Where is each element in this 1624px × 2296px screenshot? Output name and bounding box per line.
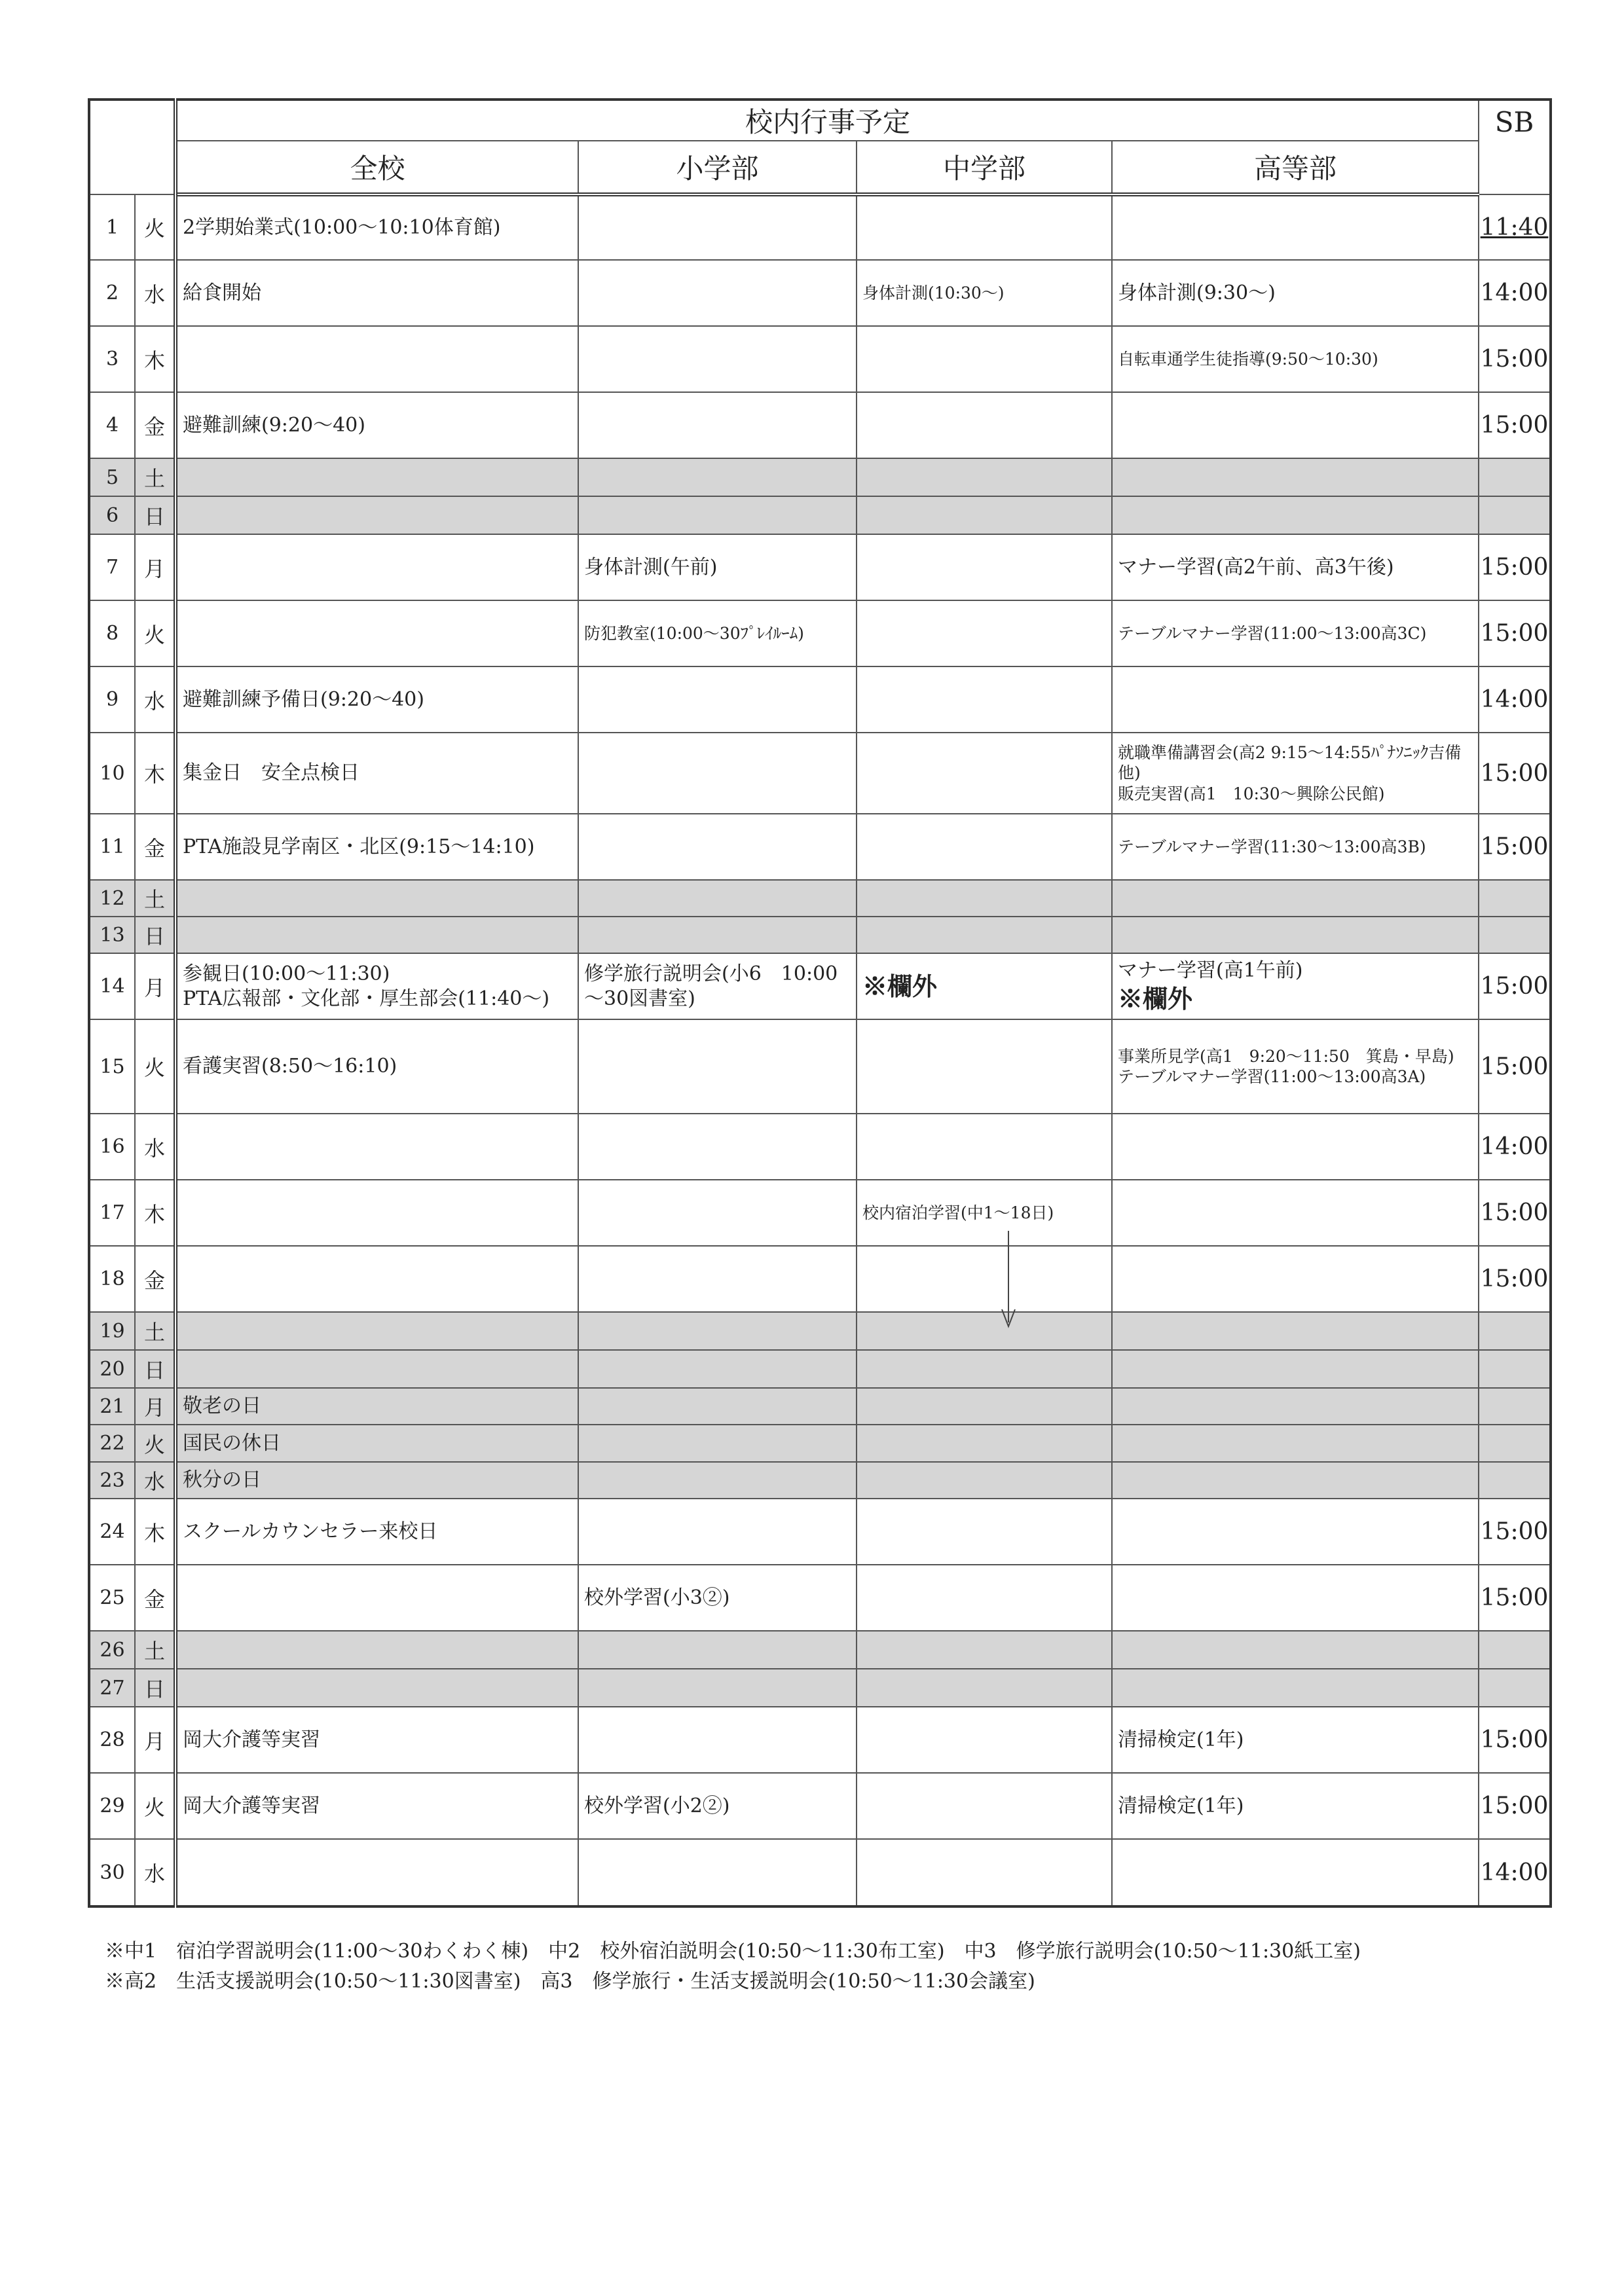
event-cell-all bbox=[175, 1839, 578, 1906]
event-cell-high-school bbox=[1112, 880, 1479, 917]
continuation-arrow-icon bbox=[1001, 1231, 1016, 1329]
sb-time: 15:00 bbox=[1479, 953, 1551, 1019]
event-text: 避難訓練予備日(9:20～40) bbox=[183, 687, 424, 711]
sb-time: 14:00 bbox=[1479, 1839, 1551, 1906]
event-cell-junior-high bbox=[857, 1312, 1112, 1350]
table-row bbox=[89, 1462, 1551, 1499]
event-cell-elementary bbox=[578, 1019, 857, 1114]
sb-time bbox=[1479, 1425, 1551, 1462]
table-row bbox=[89, 733, 1551, 814]
event-text: 清掃検定(1年) bbox=[1118, 1794, 1244, 1817]
event-cell-elementary bbox=[578, 814, 857, 880]
table-row bbox=[89, 1425, 1551, 1462]
sb-time: 15:00 bbox=[1479, 1180, 1551, 1246]
event-cell-all bbox=[175, 326, 578, 392]
weekday: 火 bbox=[135, 600, 175, 666]
event-text: 身体計測(10:30～) bbox=[862, 283, 1005, 302]
table-row bbox=[89, 814, 1551, 880]
event-text: 就職準備講習会(高2 9:15～14:55ﾊﾟﾅｿﾆｯｸ吉備他) bbox=[1118, 743, 1462, 783]
event-cell-all bbox=[175, 1312, 578, 1350]
sb-time: 15:00 bbox=[1479, 600, 1551, 666]
event-cell-elementary bbox=[578, 194, 857, 260]
event-text: スクールカウンセラー来校日 bbox=[183, 1520, 438, 1543]
event-cell-all bbox=[175, 1462, 578, 1499]
day-number: 17 bbox=[89, 1180, 135, 1246]
event-cell-junior-high bbox=[857, 953, 1112, 1019]
event-text: 給食開始 bbox=[183, 281, 261, 304]
weekday: 土 bbox=[135, 1312, 175, 1350]
table-row bbox=[89, 1388, 1551, 1425]
event-text: 敬老の日 bbox=[183, 1394, 261, 1418]
event-cell-all bbox=[175, 1114, 578, 1180]
event-cell-junior-high bbox=[857, 1114, 1112, 1180]
event-cell-all bbox=[175, 600, 578, 666]
event-cell-high-school bbox=[1112, 733, 1479, 814]
event-text: 校外学習(小3②) bbox=[584, 1586, 730, 1609]
event-text: テーブルマナー学習(11:00～13:00高3A) bbox=[1118, 1067, 1426, 1086]
event-text: ※欄外 bbox=[862, 971, 938, 1001]
column-header-whole-school: 全校 bbox=[175, 141, 578, 194]
day-number: 18 bbox=[89, 1246, 135, 1312]
event-cell-elementary bbox=[578, 1246, 857, 1312]
event-text: 集金日 安全点検日 bbox=[183, 761, 360, 785]
event-cell-elementary bbox=[578, 1839, 857, 1906]
sb-time: 14:00 bbox=[1479, 260, 1551, 326]
weekday: 金 bbox=[135, 392, 175, 458]
sb-time bbox=[1479, 496, 1551, 534]
weekday: 火 bbox=[135, 1773, 175, 1839]
event-text: 身体計測(9:30～) bbox=[1118, 281, 1276, 304]
weekday: 木 bbox=[135, 1499, 175, 1565]
sb-time bbox=[1479, 1631, 1551, 1669]
event-cell-high-school bbox=[1112, 666, 1479, 733]
day-number: 28 bbox=[89, 1707, 135, 1773]
weekday: 水 bbox=[135, 666, 175, 733]
event-text: 避難訓練(9:20～40) bbox=[183, 413, 365, 437]
event-cell-all bbox=[175, 458, 578, 496]
event-text: PTA広報部・文化部・厚生部会(11:40～) bbox=[183, 987, 550, 1010]
event-cell-high-school bbox=[1112, 1180, 1479, 1246]
event-cell-junior-high bbox=[857, 1350, 1112, 1388]
event-text: 身体計測(午前) bbox=[584, 555, 718, 579]
event-cell-elementary bbox=[578, 1388, 857, 1425]
event-cell-junior-high bbox=[857, 1499, 1112, 1565]
event-cell-high-school bbox=[1112, 458, 1479, 496]
day-number: 20 bbox=[89, 1350, 135, 1388]
weekday: 月 bbox=[135, 1388, 175, 1425]
event-cell-high-school bbox=[1112, 392, 1479, 458]
day-number: 25 bbox=[89, 1565, 135, 1631]
event-cell-junior-high bbox=[857, 733, 1112, 814]
schedule-body bbox=[89, 194, 1551, 1906]
day-number: 29 bbox=[89, 1773, 135, 1839]
event-cell-elementary bbox=[578, 880, 857, 917]
weekday: 日 bbox=[135, 496, 175, 534]
weekday: 水 bbox=[135, 1462, 175, 1499]
sb-time bbox=[1479, 880, 1551, 917]
table-row bbox=[89, 917, 1551, 953]
sb-time bbox=[1479, 458, 1551, 496]
sb-time bbox=[1479, 1350, 1551, 1388]
event-cell-high-school bbox=[1112, 1019, 1479, 1114]
event-text: 清掃検定(1年) bbox=[1118, 1728, 1244, 1751]
event-text: 自転車通学生徒指導(9:50～10:30) bbox=[1118, 349, 1378, 369]
event-text: 防犯教室(10:00～30ﾌﾟﾚｲﾙｰﾑ) bbox=[584, 623, 804, 643]
day-number: 8 bbox=[89, 600, 135, 666]
table-row bbox=[89, 392, 1551, 458]
event-cell-junior-high bbox=[857, 1388, 1112, 1425]
event-cell-high-school bbox=[1112, 953, 1479, 1019]
event-cell-junior-high bbox=[857, 194, 1112, 260]
weekday: 水 bbox=[135, 1839, 175, 1906]
event-cell-junior-high bbox=[857, 1565, 1112, 1631]
event-text: 秋分の日 bbox=[183, 1468, 261, 1492]
weekday: 土 bbox=[135, 458, 175, 496]
day-number: 27 bbox=[89, 1669, 135, 1707]
column-header-junior-high: 中学部 bbox=[857, 141, 1112, 194]
event-cell-junior-high bbox=[857, 1019, 1112, 1114]
table-row bbox=[89, 1707, 1551, 1773]
event-cell-elementary bbox=[578, 1499, 857, 1565]
event-text: テーブルマナー学習(11:30～13:00高3B) bbox=[1118, 837, 1426, 856]
event-cell-high-school bbox=[1112, 326, 1479, 392]
event-cell-junior-high bbox=[857, 1773, 1112, 1839]
column-header-high-school: 高等部 bbox=[1112, 141, 1479, 194]
day-number: 14 bbox=[89, 953, 135, 1019]
table-row bbox=[89, 1246, 1551, 1312]
event-text: 参観日(10:00～11:30) bbox=[183, 962, 390, 985]
sb-time: 15:00 bbox=[1479, 1707, 1551, 1773]
day-number: 3 bbox=[89, 326, 135, 392]
weekday: 土 bbox=[135, 880, 175, 917]
sb-time bbox=[1479, 917, 1551, 953]
sb-time: 15:00 bbox=[1479, 1019, 1551, 1114]
event-cell-elementary bbox=[578, 392, 857, 458]
day-number: 23 bbox=[89, 1462, 135, 1499]
event-cell-high-school bbox=[1112, 1631, 1479, 1669]
event-cell-all bbox=[175, 880, 578, 917]
table-row bbox=[89, 1350, 1551, 1388]
table-row bbox=[89, 458, 1551, 496]
event-text: 2学期始業式(10:00～10:10体育館) bbox=[183, 216, 501, 240]
sb-time: 15:00 bbox=[1479, 392, 1551, 458]
table-row bbox=[89, 1114, 1551, 1180]
day-number: 15 bbox=[89, 1019, 135, 1114]
event-text: 校内宿泊学習(中1～18日) bbox=[862, 1203, 1054, 1222]
weekday: 金 bbox=[135, 1246, 175, 1312]
event-cell-junior-high bbox=[857, 458, 1112, 496]
table-row bbox=[89, 260, 1551, 326]
day-number: 21 bbox=[89, 1388, 135, 1425]
event-cell-elementary bbox=[578, 1312, 857, 1350]
table-row bbox=[89, 1565, 1551, 1631]
day-number: 7 bbox=[89, 534, 135, 600]
day-number: 19 bbox=[89, 1312, 135, 1350]
sb-time: 15:00 bbox=[1479, 1773, 1551, 1839]
event-cell-elementary bbox=[578, 496, 857, 534]
day-number: 10 bbox=[89, 733, 135, 814]
event-cell-all bbox=[175, 534, 578, 600]
sb-time bbox=[1479, 1669, 1551, 1707]
event-cell-junior-high bbox=[857, 392, 1112, 458]
event-cell-junior-high bbox=[857, 666, 1112, 733]
table-row bbox=[89, 496, 1551, 534]
day-number: 5 bbox=[89, 458, 135, 496]
event-cell-junior-high bbox=[857, 1462, 1112, 1499]
event-cell-junior-high bbox=[857, 814, 1112, 880]
event-text: 岡大介護等実習 bbox=[183, 1794, 320, 1817]
table-row bbox=[89, 1669, 1551, 1707]
column-header-elementary: 小学部 bbox=[578, 141, 857, 194]
table-row bbox=[89, 1312, 1551, 1350]
table-row bbox=[89, 1773, 1551, 1839]
weekday: 日 bbox=[135, 1350, 175, 1388]
event-cell-high-school bbox=[1112, 1839, 1479, 1906]
footnote-junior-high: ※中1 宿泊学習説明会(11:00～30わくわく棟) 中2 校外宿泊説明会(10:50～11:30布工室) 中3 修学旅行説明会(10:50～11:30紙工室) bbox=[105, 1940, 1361, 1963]
weekday: 日 bbox=[135, 917, 175, 953]
schedule-title: 校内行事予定 bbox=[175, 100, 1479, 141]
event-text: 校外学習(小2②) bbox=[584, 1794, 730, 1817]
table-row bbox=[89, 1180, 1551, 1246]
event-cell-high-school bbox=[1112, 1773, 1479, 1839]
weekday: 月 bbox=[135, 534, 175, 600]
event-text: 岡大介護等実習 bbox=[183, 1728, 320, 1751]
event-cell-all bbox=[175, 814, 578, 880]
header-corner bbox=[89, 100, 175, 194]
event-cell-all bbox=[175, 1669, 578, 1707]
event-cell-high-school bbox=[1112, 1312, 1479, 1350]
event-cell-all bbox=[175, 1246, 578, 1312]
table-row bbox=[89, 1839, 1551, 1906]
day-number: 26 bbox=[89, 1631, 135, 1669]
day-number: 11 bbox=[89, 814, 135, 880]
event-cell-junior-high bbox=[857, 600, 1112, 666]
day-number: 24 bbox=[89, 1499, 135, 1565]
table-row bbox=[89, 1019, 1551, 1114]
event-cell-elementary bbox=[578, 1180, 857, 1246]
event-cell-all bbox=[175, 1773, 578, 1839]
event-cell-all bbox=[175, 260, 578, 326]
sb-time: 15:00 bbox=[1479, 814, 1551, 880]
event-cell-elementary bbox=[578, 953, 857, 1019]
weekday: 水 bbox=[135, 1114, 175, 1180]
weekday: 土 bbox=[135, 1631, 175, 1669]
event-cell-elementary bbox=[578, 1707, 857, 1773]
sb-time bbox=[1479, 1462, 1551, 1499]
event-cell-high-school bbox=[1112, 260, 1479, 326]
event-cell-elementary bbox=[578, 1425, 857, 1462]
sb-time: 15:00 bbox=[1479, 1246, 1551, 1312]
table-row bbox=[89, 666, 1551, 733]
table-row bbox=[89, 194, 1551, 260]
weekday: 金 bbox=[135, 1565, 175, 1631]
sb-time: 11:40 bbox=[1479, 194, 1551, 260]
weekday: 金 bbox=[135, 814, 175, 880]
event-cell-junior-high bbox=[857, 1669, 1112, 1707]
sb-time bbox=[1479, 1388, 1551, 1425]
weekday: 水 bbox=[135, 260, 175, 326]
event-text: マナー学習(高1午前) bbox=[1118, 959, 1303, 982]
event-cell-junior-high bbox=[857, 260, 1112, 326]
table-row bbox=[89, 534, 1551, 600]
sb-time bbox=[1479, 1312, 1551, 1350]
event-cell-high-school bbox=[1112, 1669, 1479, 1707]
event-cell-junior-high bbox=[857, 326, 1112, 392]
day-number: 12 bbox=[89, 880, 135, 917]
day-number: 4 bbox=[89, 392, 135, 458]
event-text: 販売実習(高1 10:30～興除公民館) bbox=[1118, 784, 1385, 803]
event-cell-junior-high bbox=[857, 1246, 1112, 1312]
event-text: 看護実習(8:50～16:10) bbox=[183, 1055, 397, 1078]
event-text: 修学旅行説明会(小6 10:00～30図書室) bbox=[584, 962, 838, 1010]
event-cell-elementary bbox=[578, 1462, 857, 1499]
table-row bbox=[89, 326, 1551, 392]
sb-time: 14:00 bbox=[1479, 666, 1551, 733]
event-cell-high-school bbox=[1112, 1707, 1479, 1773]
event-text: テーブルマナー学習(11:00～13:00高3C) bbox=[1118, 623, 1427, 643]
day-number: 16 bbox=[89, 1114, 135, 1180]
event-text: マナー学習(高2午前、高3午後) bbox=[1118, 555, 1394, 579]
weekday: 火 bbox=[135, 1425, 175, 1462]
event-cell-high-school bbox=[1112, 194, 1479, 260]
event-cell-all bbox=[175, 194, 578, 260]
day-number: 30 bbox=[89, 1839, 135, 1906]
event-cell-elementary bbox=[578, 733, 857, 814]
table-row bbox=[89, 953, 1551, 1019]
event-cell-elementary bbox=[578, 1114, 857, 1180]
event-cell-junior-high bbox=[857, 917, 1112, 953]
event-cell-all bbox=[175, 1565, 578, 1631]
event-cell-elementary bbox=[578, 326, 857, 392]
event-cell-high-school bbox=[1112, 1425, 1479, 1462]
event-cell-all bbox=[175, 392, 578, 458]
event-cell-all bbox=[175, 733, 578, 814]
sb-time: 15:00 bbox=[1479, 534, 1551, 600]
event-text: 国民の休日 bbox=[183, 1431, 281, 1455]
event-cell-all bbox=[175, 953, 578, 1019]
day-number: 9 bbox=[89, 666, 135, 733]
event-cell-elementary bbox=[578, 534, 857, 600]
sb-time: 15:00 bbox=[1479, 1499, 1551, 1565]
day-number: 6 bbox=[89, 496, 135, 534]
table-row bbox=[89, 600, 1551, 666]
footnote-high-school: ※高2 生活支援説明会(10:50～11:30図書室) 高3 修学旅行・生活支援説明会(10:50～11:30会議室) bbox=[105, 1970, 1035, 1993]
event-cell-high-school bbox=[1112, 600, 1479, 666]
event-cell-junior-high bbox=[857, 880, 1112, 917]
event-cell-all bbox=[175, 917, 578, 953]
day-number: 1 bbox=[89, 194, 135, 260]
event-cell-all bbox=[175, 1180, 578, 1246]
event-cell-elementary bbox=[578, 1565, 857, 1631]
event-cell-high-school bbox=[1112, 1462, 1479, 1499]
event-text: ※欄外 bbox=[1118, 983, 1193, 1013]
event-cell-high-school bbox=[1112, 1565, 1479, 1631]
event-cell-elementary bbox=[578, 1773, 857, 1839]
weekday: 火 bbox=[135, 1019, 175, 1114]
event-cell-elementary bbox=[578, 666, 857, 733]
event-cell-elementary bbox=[578, 917, 857, 953]
event-cell-high-school bbox=[1112, 534, 1479, 600]
event-cell-all bbox=[175, 1707, 578, 1773]
event-cell-all bbox=[175, 1499, 578, 1565]
event-cell-junior-high bbox=[857, 1425, 1112, 1462]
event-cell-junior-high bbox=[857, 1180, 1112, 1246]
event-cell-high-school bbox=[1112, 1246, 1479, 1312]
event-cell-elementary bbox=[578, 1350, 857, 1388]
event-cell-high-school bbox=[1112, 917, 1479, 953]
event-cell-all bbox=[175, 496, 578, 534]
event-cell-high-school bbox=[1112, 496, 1479, 534]
weekday: 日 bbox=[135, 1669, 175, 1707]
weekday: 月 bbox=[135, 1707, 175, 1773]
event-cell-elementary bbox=[578, 260, 857, 326]
event-text: 事業所見学(高1 9:20～11:50 箕島・早島) bbox=[1118, 1046, 1454, 1066]
school-event-schedule-table bbox=[88, 98, 1552, 1908]
footnotes bbox=[105, 1937, 1585, 1997]
event-cell-all bbox=[175, 1388, 578, 1425]
table-row bbox=[89, 1631, 1551, 1669]
event-cell-all bbox=[175, 1019, 578, 1114]
event-cell-high-school bbox=[1112, 1499, 1479, 1565]
sb-time: 14:00 bbox=[1479, 1114, 1551, 1180]
event-cell-elementary bbox=[578, 1631, 857, 1669]
event-cell-junior-high bbox=[857, 496, 1112, 534]
table-row bbox=[89, 1499, 1551, 1565]
event-cell-elementary bbox=[578, 600, 857, 666]
sb-column-header: SB bbox=[1479, 100, 1551, 194]
event-cell-all bbox=[175, 1631, 578, 1669]
event-cell-junior-high bbox=[857, 1839, 1112, 1906]
day-number: 13 bbox=[89, 917, 135, 953]
day-number: 2 bbox=[89, 260, 135, 326]
event-cell-elementary bbox=[578, 458, 857, 496]
event-cell-all bbox=[175, 1425, 578, 1462]
event-text: PTA施設見学南区・北区(9:15～14:10) bbox=[183, 835, 535, 858]
event-cell-all bbox=[175, 666, 578, 733]
weekday: 木 bbox=[135, 326, 175, 392]
sb-time: 15:00 bbox=[1479, 1565, 1551, 1631]
event-cell-high-school bbox=[1112, 1350, 1479, 1388]
day-number: 22 bbox=[89, 1425, 135, 1462]
event-cell-high-school bbox=[1112, 1388, 1479, 1425]
event-cell-high-school bbox=[1112, 1114, 1479, 1180]
sb-time: 15:00 bbox=[1479, 733, 1551, 814]
weekday: 木 bbox=[135, 1180, 175, 1246]
table-row bbox=[89, 880, 1551, 917]
weekday: 月 bbox=[135, 953, 175, 1019]
sb-time: 15:00 bbox=[1479, 326, 1551, 392]
event-cell-junior-high bbox=[857, 1631, 1112, 1669]
event-cell-high-school bbox=[1112, 814, 1479, 880]
event-cell-all bbox=[175, 1350, 578, 1388]
event-cell-junior-high bbox=[857, 534, 1112, 600]
event-cell-junior-high bbox=[857, 1707, 1112, 1773]
event-cell-elementary bbox=[578, 1669, 857, 1707]
weekday: 木 bbox=[135, 733, 175, 814]
weekday: 火 bbox=[135, 194, 175, 260]
